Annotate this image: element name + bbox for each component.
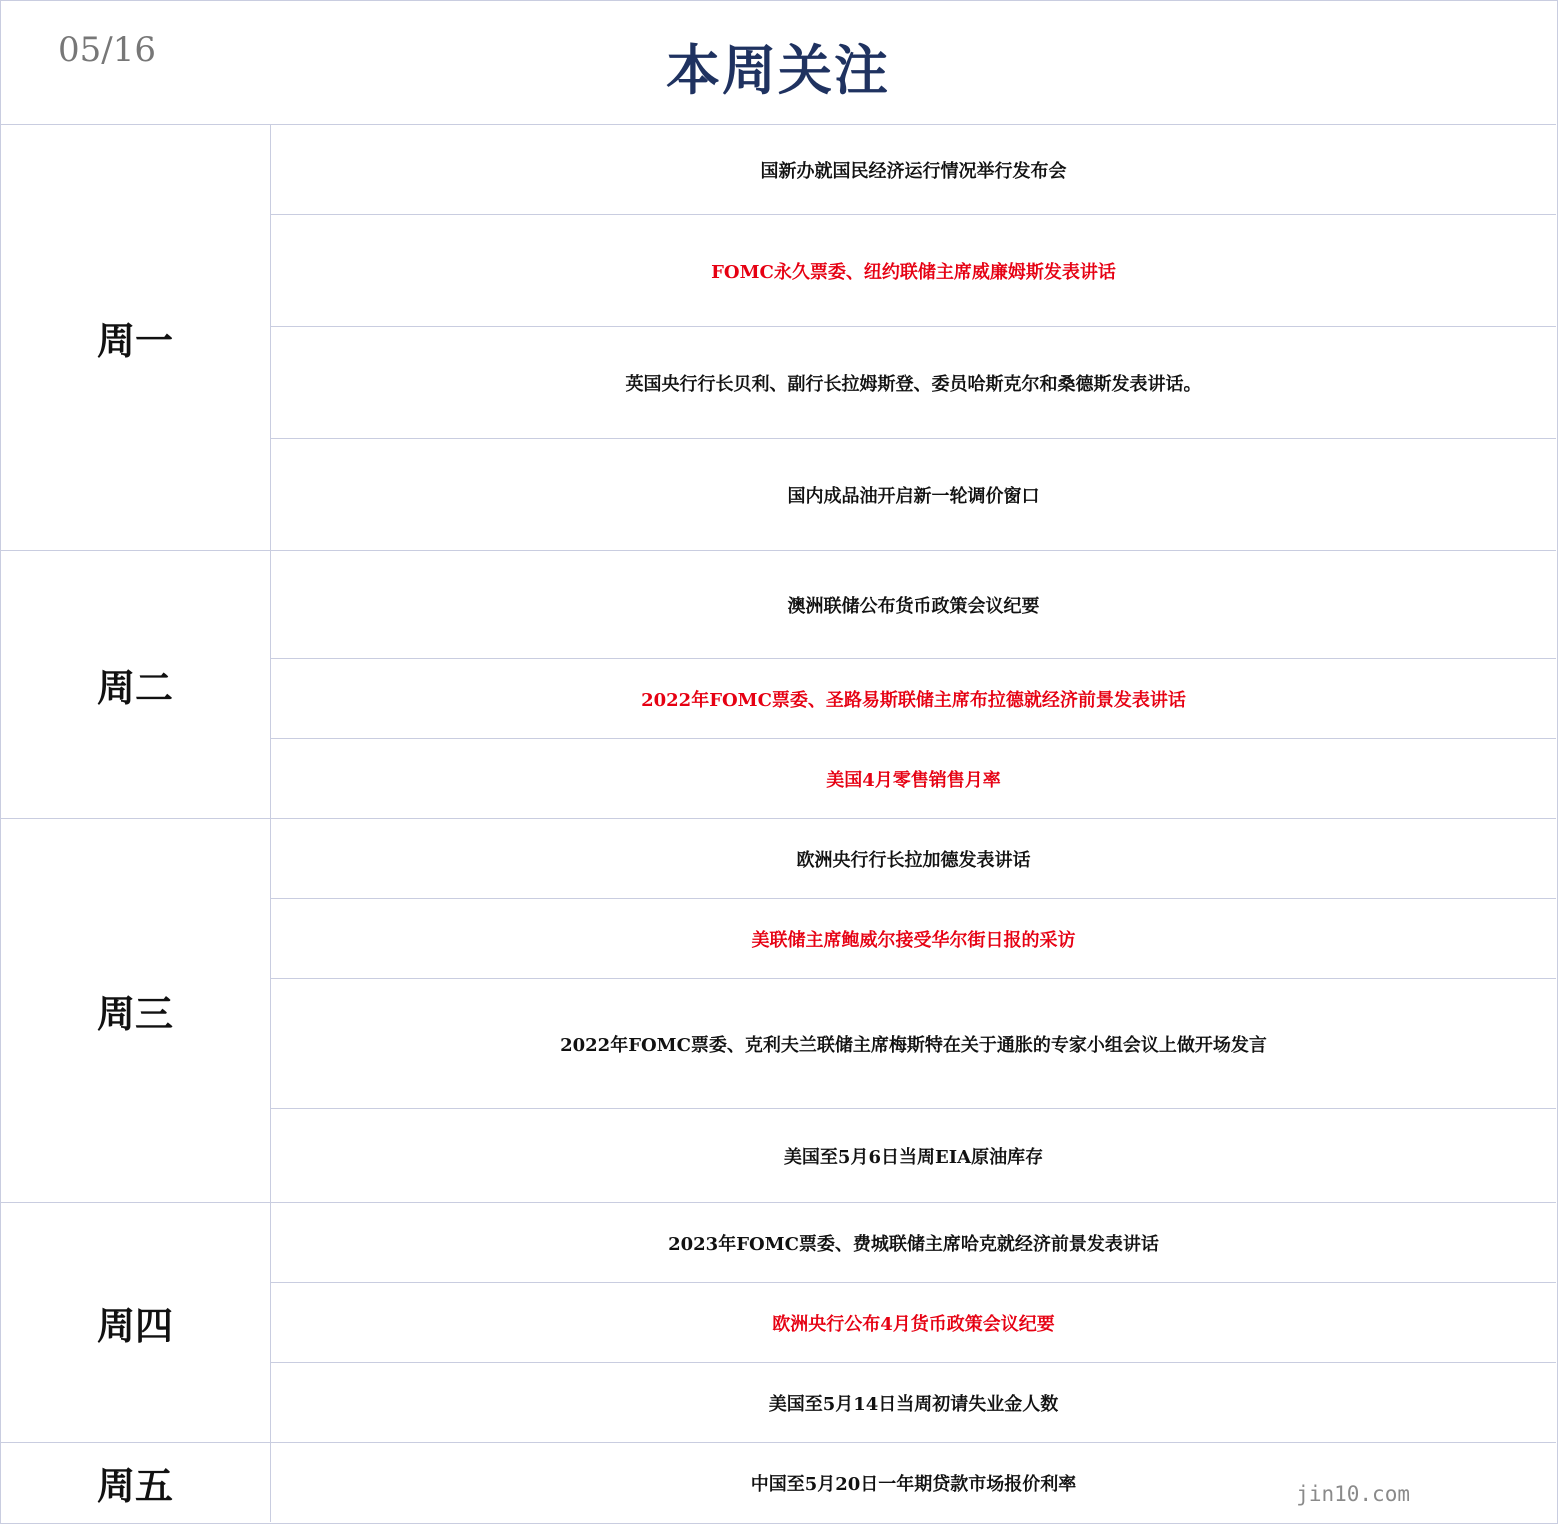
event-row: 2022年FOMC票委、克利夫兰联储主席梅斯特在关于通胀的专家小组会议上做开场发言 [271,979,1556,1109]
table-header [0,0,1556,125]
event-row: 中国至5月20日一年期贷款市场报价利率 [750,1473,1077,1495]
event-row: 美国至5月6日当周EIA原油库存 [271,1109,1556,1203]
event-row: 美国4月零售销售月率 [271,739,1556,819]
event-row: 澳洲联储公布货币政策会议纪要 [271,551,1556,659]
day-label-wednesday: 周三 [0,819,271,1203]
event-row: 国新办就国民经济运行情况举行发布会 [271,125,1556,215]
day-label-thursday: 周四 [0,1203,271,1443]
watermark: jin10.com [1296,1482,1410,1506]
event-row: 2022年FOMC票委、圣路易斯联储主席布拉德就经济前景发表讲话 [271,659,1556,739]
event-row: 国内成品油开启新一轮调价窗口 [271,439,1556,551]
event-row: 欧洲央行行长拉加德发表讲话 [271,819,1556,899]
day-label-monday: 周一 [0,125,271,551]
date-label: 05/16 [58,30,156,70]
event-row: 英国央行行长贝利、副行长拉姆斯登、委员哈斯克尔和桑德斯发表讲话。 [271,327,1556,439]
event-row: 欧洲央行公布4月货币政策会议纪要 [271,1283,1556,1363]
event-row: 2023年FOMC票委、费城联储主席哈克就经济前景发表讲话 [271,1203,1556,1283]
page-title: 本周关注 [666,38,890,102]
day-label-friday: 周五 [0,1443,271,1522]
event-row: 美联储主席鲍威尔接受华尔街日报的采访 [271,899,1556,979]
event-row: FOMC永久票委、纽约联储主席威廉姆斯发表讲话 [271,215,1556,327]
day-label-tuesday: 周二 [0,551,271,819]
event-row: 美国至5月14日当周初请失业金人数 [271,1363,1556,1443]
